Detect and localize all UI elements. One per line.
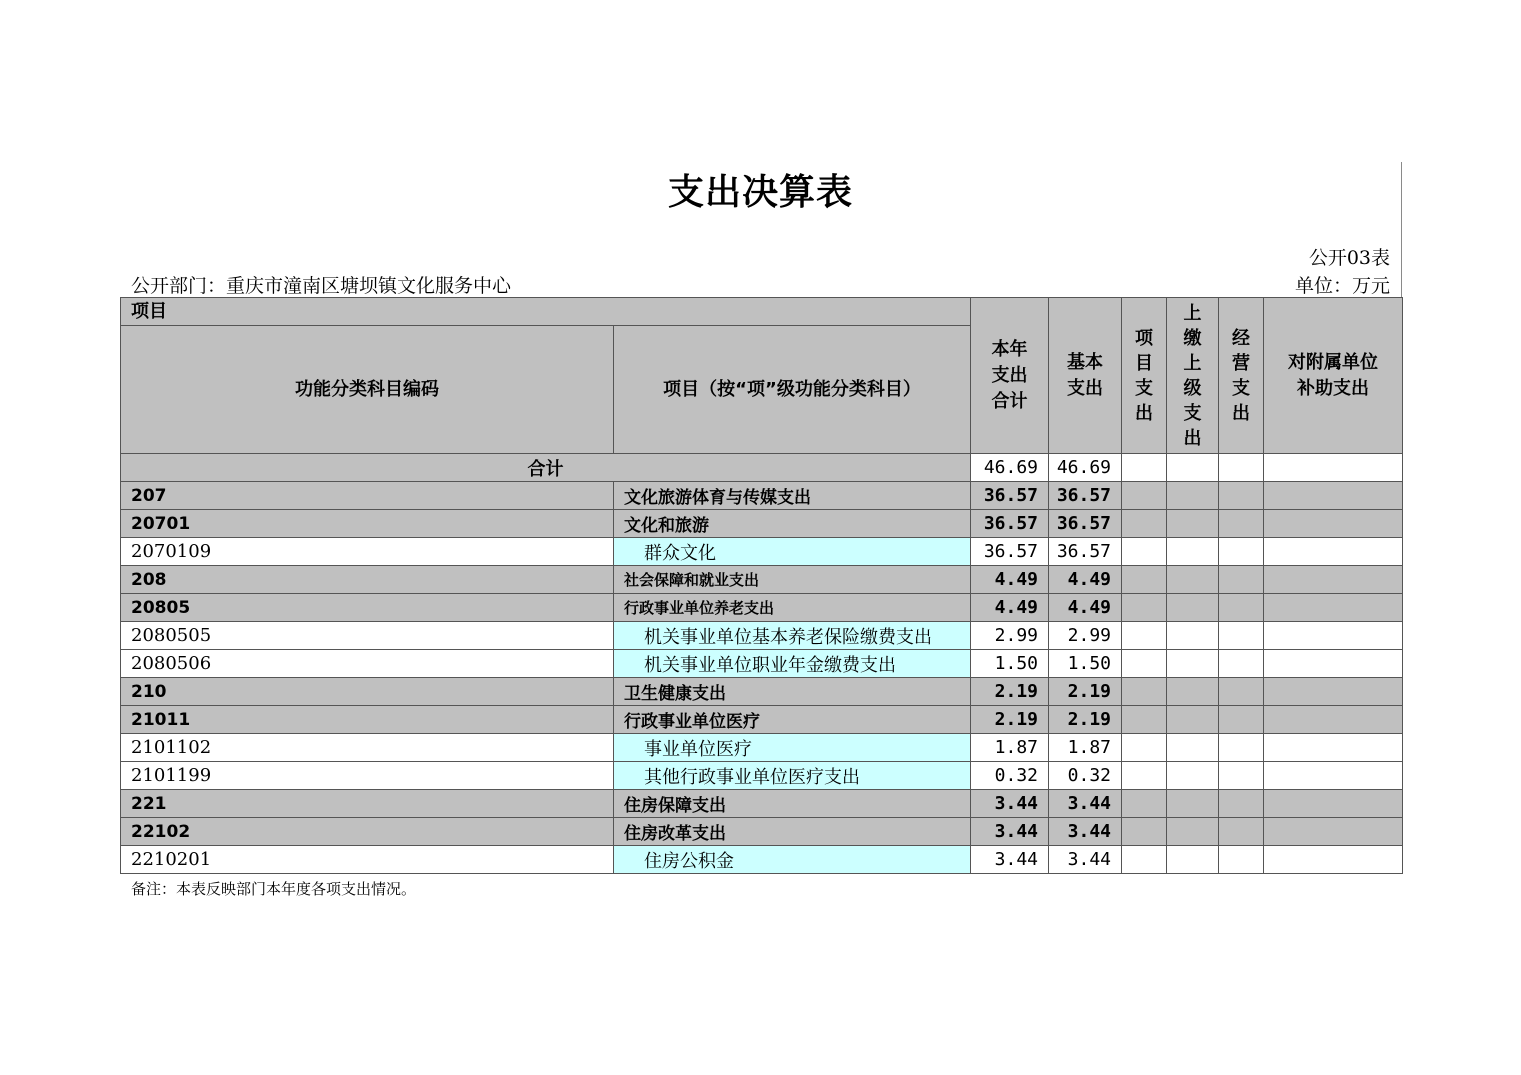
row-code: 2070109: [121, 538, 614, 566]
page-title: 支出决算表: [667, 172, 853, 213]
row-basic: 36.57: [1049, 538, 1122, 566]
header-name: 项目（按“项”级功能分类科目）: [614, 326, 971, 454]
row-upper: [1167, 510, 1219, 538]
row-project-exp: [1122, 678, 1167, 706]
row-upper: [1167, 818, 1219, 846]
row-code: 22102: [121, 818, 614, 846]
row-total: 2.19: [971, 678, 1049, 706]
unit-label: 单位：万元: [1294, 275, 1390, 297]
empty-cell: [1264, 454, 1403, 482]
header-business-text: 经营支出: [1232, 327, 1250, 424]
row-code: 2210201: [121, 846, 614, 874]
row-subsidiary: [1264, 510, 1403, 538]
row-subsidiary: [1264, 622, 1403, 650]
total-basic: 46.69: [1049, 454, 1122, 482]
row-upper: [1167, 790, 1219, 818]
row-total: 4.49: [971, 566, 1049, 594]
table-row: [121, 482, 1403, 510]
row-subsidiary: [1264, 566, 1403, 594]
table-row: [121, 846, 1403, 874]
row-name: 其他行政事业单位医疗支出: [614, 762, 971, 790]
row-project-exp: [1122, 594, 1167, 622]
row-code: 221: [121, 790, 614, 818]
row-code: 20701: [121, 510, 614, 538]
row-name: 住房公积金: [614, 846, 971, 874]
row-name: 住房保障支出: [614, 790, 971, 818]
header-total-text: 本年支出合计: [991, 338, 1028, 412]
header-upper: [1167, 298, 1219, 454]
row-total: 36.57: [971, 538, 1049, 566]
row-upper: [1167, 594, 1219, 622]
row-business: [1219, 846, 1264, 874]
row-project-exp: [1122, 790, 1167, 818]
row-subsidiary: [1264, 594, 1403, 622]
empty-cell: [1167, 454, 1219, 482]
row-subsidiary: [1264, 734, 1403, 762]
table-row: [121, 594, 1403, 622]
row-name: 住房改革支出: [614, 818, 971, 846]
table-row: [121, 566, 1403, 594]
header-subsidiary-text: 对附属单位补助支出: [1288, 351, 1378, 399]
row-business: [1219, 594, 1264, 622]
row-business: [1219, 818, 1264, 846]
total-total: 46.69: [971, 454, 1049, 482]
row-name: 事业单位医疗: [614, 734, 971, 762]
row-total: 1.50: [971, 650, 1049, 678]
row-name: 社会保障和就业支出: [614, 566, 971, 594]
row-name: 文化旅游体育与传媒支出: [614, 482, 971, 510]
table-row: [121, 678, 1403, 706]
row-basic: 1.50: [1049, 650, 1122, 678]
row-upper: [1167, 706, 1219, 734]
header-project-exp-text: 项目支出: [1135, 327, 1153, 424]
row-project-exp: [1122, 482, 1167, 510]
row-basic: 36.57: [1049, 510, 1122, 538]
row-name: 机关事业单位基本养老保险缴费支出: [614, 622, 971, 650]
table-row: [121, 790, 1403, 818]
table-row: [121, 538, 1403, 566]
row-code: 2101199: [121, 762, 614, 790]
total-row: [121, 454, 1403, 482]
footnote: 备注：本表反映部门本年度各项支出情况。: [131, 880, 417, 898]
header-total: [971, 298, 1049, 454]
table-body: [121, 482, 1403, 874]
row-subsidiary: [1264, 762, 1403, 790]
row-subsidiary: [1264, 790, 1403, 818]
row-basic: 2.19: [1049, 706, 1122, 734]
row-project-exp: [1122, 734, 1167, 762]
row-business: [1219, 790, 1264, 818]
row-business: [1219, 510, 1264, 538]
row-subsidiary: [1264, 482, 1403, 510]
row-subsidiary: [1264, 678, 1403, 706]
row-upper: [1167, 622, 1219, 650]
total-label: 合计: [121, 454, 971, 482]
header-basic: [1049, 298, 1122, 454]
row-project-exp: [1122, 538, 1167, 566]
row-upper: [1167, 650, 1219, 678]
row-basic: 3.44: [1049, 818, 1122, 846]
row-basic: 36.57: [1049, 482, 1122, 510]
header-project: 项目: [121, 298, 971, 326]
department-label: 公开部门：重庆市潼南区塘坝镇文化服务中心: [131, 275, 512, 297]
row-upper: [1167, 734, 1219, 762]
empty-cell: [1219, 454, 1264, 482]
row-upper: [1167, 762, 1219, 790]
table-row: [121, 706, 1403, 734]
row-total: 3.44: [971, 846, 1049, 874]
row-upper: [1167, 566, 1219, 594]
table-row: [121, 650, 1403, 678]
row-total: 4.49: [971, 594, 1049, 622]
row-name: 行政事业单位养老支出: [614, 594, 971, 622]
row-project-exp: [1122, 762, 1167, 790]
row-upper: [1167, 846, 1219, 874]
row-basic: 3.44: [1049, 846, 1122, 874]
row-name: 机关事业单位职业年金缴费支出: [614, 650, 971, 678]
row-code: 2080505: [121, 622, 614, 650]
row-name: 卫生健康支出: [614, 678, 971, 706]
row-business: [1219, 734, 1264, 762]
table-row: [121, 510, 1403, 538]
row-total: 36.57: [971, 482, 1049, 510]
row-business: [1219, 622, 1264, 650]
row-subsidiary: [1264, 706, 1403, 734]
row-name: 文化和旅游: [614, 510, 971, 538]
row-project-exp: [1122, 622, 1167, 650]
row-business: [1219, 538, 1264, 566]
row-business: [1219, 678, 1264, 706]
row-upper: [1167, 538, 1219, 566]
row-upper: [1167, 482, 1219, 510]
row-basic: 4.49: [1049, 566, 1122, 594]
row-subsidiary: [1264, 818, 1403, 846]
row-project-exp: [1122, 510, 1167, 538]
row-business: [1219, 650, 1264, 678]
empty-cell: [1122, 454, 1167, 482]
row-total: 1.87: [971, 734, 1049, 762]
header-code: 功能分类科目编码: [121, 326, 614, 454]
row-business: [1219, 762, 1264, 790]
row-basic: 4.49: [1049, 594, 1122, 622]
row-project-exp: [1122, 566, 1167, 594]
row-basic: 2.19: [1049, 678, 1122, 706]
row-total: 3.44: [971, 818, 1049, 846]
row-code: 210: [121, 678, 614, 706]
table-row: [121, 734, 1403, 762]
row-total: 2.19: [971, 706, 1049, 734]
row-name: 行政事业单位医疗: [614, 706, 971, 734]
row-subsidiary: [1264, 650, 1403, 678]
expenditure-table: [120, 297, 1403, 874]
row-business: [1219, 706, 1264, 734]
row-basic: 2.99: [1049, 622, 1122, 650]
row-business: [1219, 482, 1264, 510]
row-basic: 0.32: [1049, 762, 1122, 790]
row-business: [1219, 566, 1264, 594]
table-row: [121, 762, 1403, 790]
header-subsidiary: [1264, 298, 1403, 454]
header-project-exp: [1122, 298, 1167, 454]
row-name: 群众文化: [614, 538, 971, 566]
table-row: [121, 818, 1403, 846]
row-subsidiary: [1264, 538, 1403, 566]
table-row: [121, 622, 1403, 650]
row-code: 20805: [121, 594, 614, 622]
row-basic: 1.87: [1049, 734, 1122, 762]
row-project-exp: [1122, 846, 1167, 874]
row-code: 208: [121, 566, 614, 594]
row-total: 0.32: [971, 762, 1049, 790]
row-total: 3.44: [971, 790, 1049, 818]
row-project-exp: [1122, 650, 1167, 678]
row-code: 21011: [121, 706, 614, 734]
row-subsidiary: [1264, 846, 1403, 874]
row-code: 207: [121, 482, 614, 510]
row-project-exp: [1122, 818, 1167, 846]
row-code: 2101102: [121, 734, 614, 762]
header-upper-text: 上缴上级支出: [1183, 302, 1202, 449]
row-upper: [1167, 678, 1219, 706]
form-number: 公开03表: [1308, 247, 1390, 269]
header-basic-text: 基本支出: [1067, 351, 1103, 399]
row-total: 36.57: [971, 510, 1049, 538]
row-project-exp: [1122, 706, 1167, 734]
row-code: 2080506: [121, 650, 614, 678]
row-total: 2.99: [971, 622, 1049, 650]
row-basic: 3.44: [1049, 790, 1122, 818]
header-business: [1219, 298, 1264, 454]
